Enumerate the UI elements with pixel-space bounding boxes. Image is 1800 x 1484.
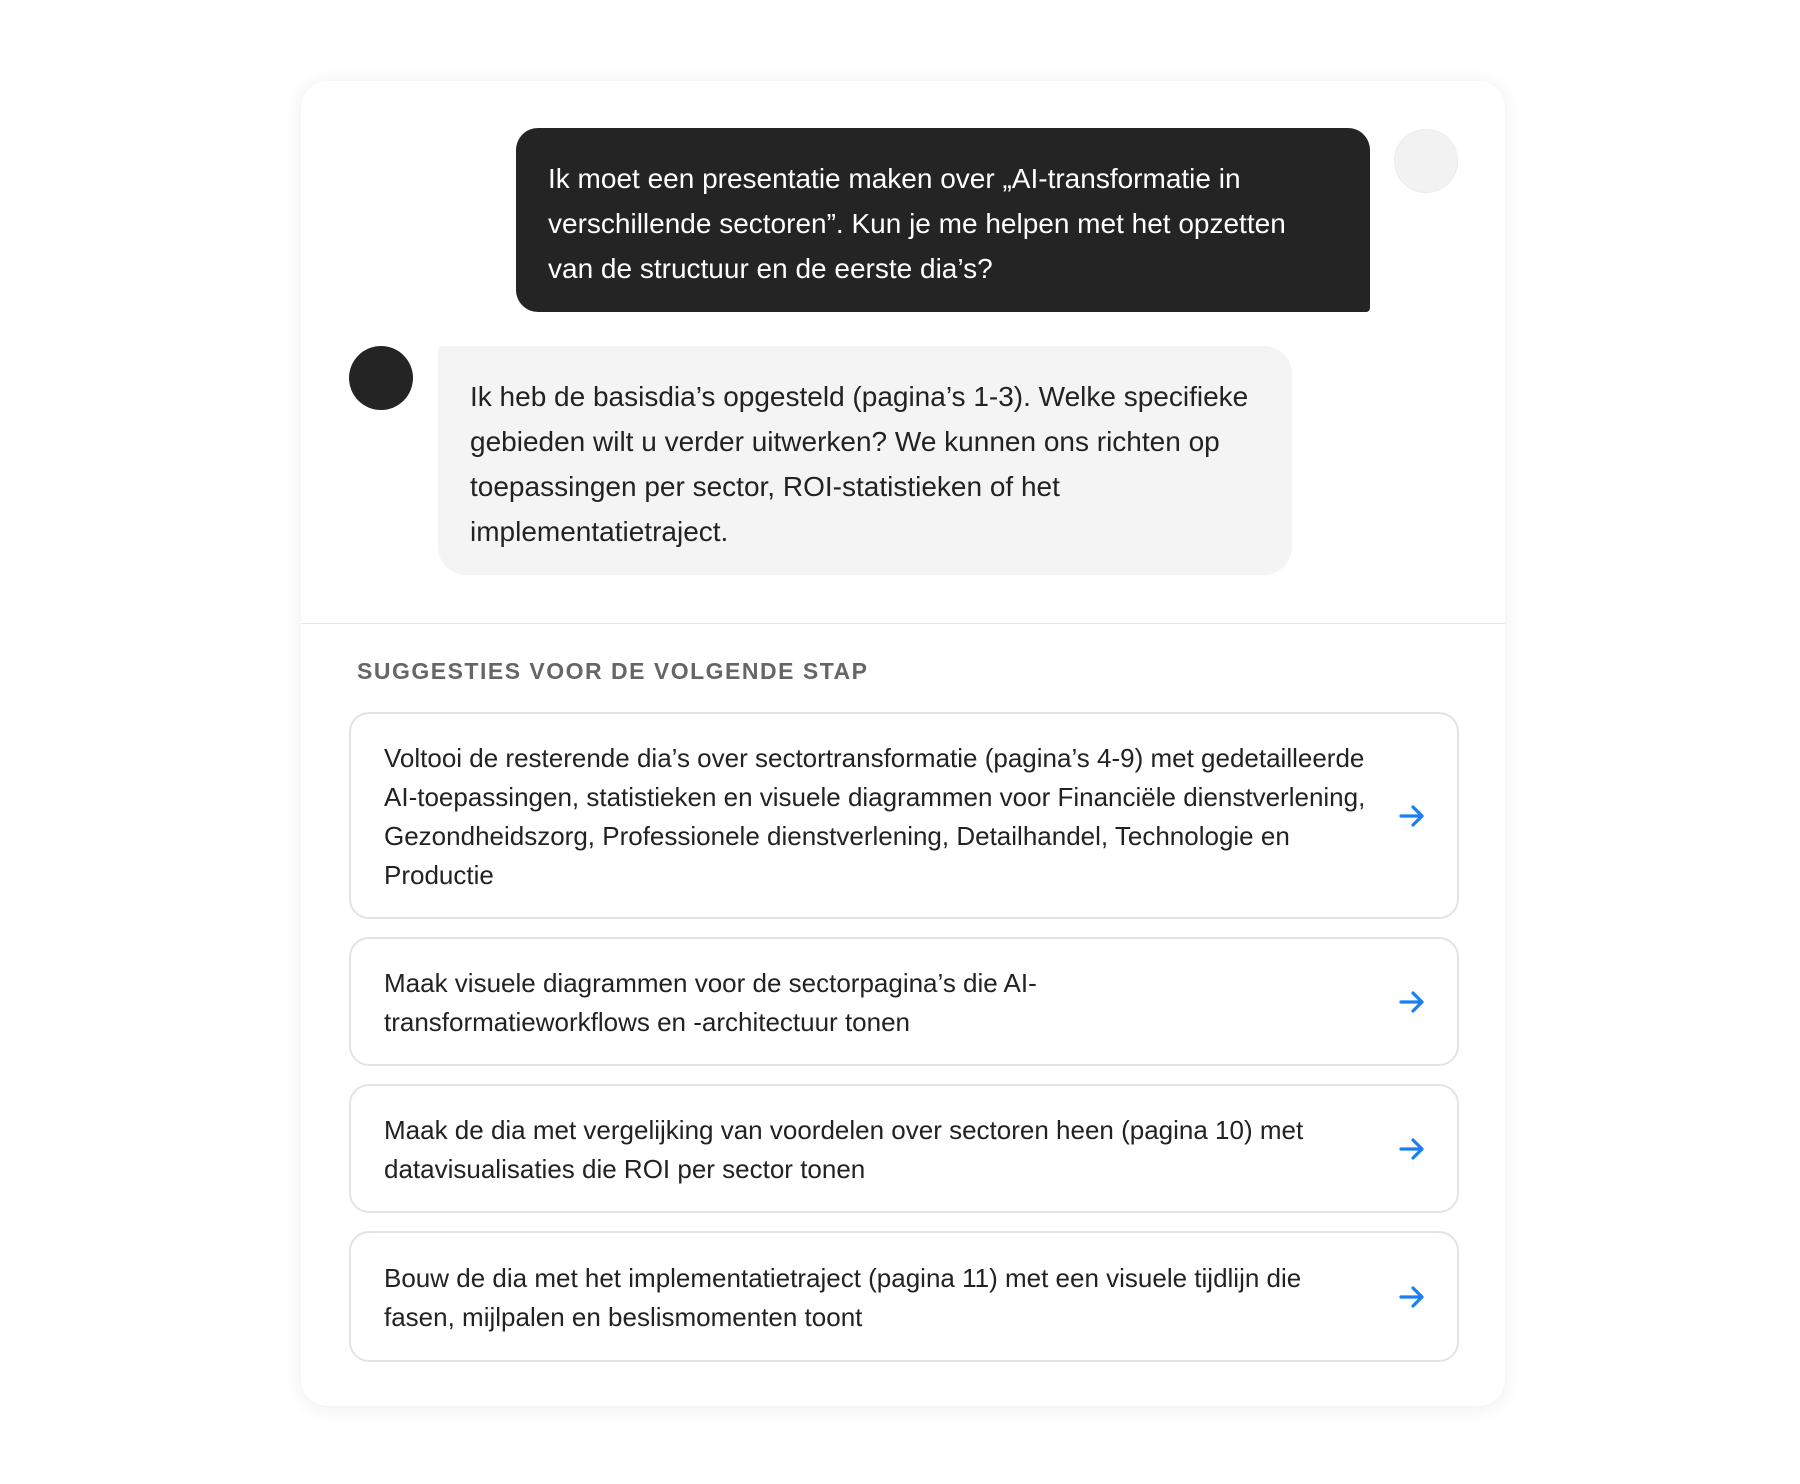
- suggestion-card[interactable]: [349, 1084, 1459, 1213]
- assistant-message-bubble: [438, 346, 1292, 575]
- user-avatar: [1394, 129, 1458, 193]
- suggestion-card[interactable]: [349, 937, 1459, 1066]
- section-divider: [301, 623, 1505, 624]
- arrow-right-icon: [1397, 987, 1427, 1017]
- arrow-right-icon: [1397, 801, 1427, 831]
- suggestion-label: Maak visuele diagrammen voor de sectorpagina’s die AI-transformatieworkflows en -architectuur tonen: [384, 968, 1037, 1037]
- user-message-bubble: [516, 128, 1370, 312]
- suggestion-label: Maak de dia met vergelijking van voordelen over sectoren heen (pagina 10) met datavisualisaties die ROI per sector tonen: [384, 1115, 1304, 1184]
- suggestion-card[interactable]: [349, 1231, 1459, 1362]
- suggestion-label: Voltooi de resterende dia’s over sectortransformatie (pagina’s 4-9) met gedetailleerde AI-toepassingen, statistieken en visuele diagrammen voor Financiële dienstverlening, Gezondheidszorg, Professionele dienstverlening, Detailhandel, Technologie en Productie: [384, 743, 1366, 890]
- arrow-right-icon: [1397, 1134, 1427, 1164]
- suggestion-card[interactable]: [349, 712, 1459, 919]
- assistant-avatar: [349, 346, 413, 410]
- assistant-message-text: Ik heb de basisdia’s opgesteld (pagina’s 1-3). Welke specifieke gebieden wilt u verder uitwerken? We kunnen ons richten op toepassingen per sector, ROI-statistieken of het implementatietraject.: [470, 381, 1249, 547]
- user-message-text: Ik moet een presentatie maken over „AI-transformatie in verschillende sectoren”. Kun je me helpen met het opzetten van de structuur en de eerste dia’s?: [548, 163, 1286, 284]
- suggestion-label: Bouw de dia met het implementatietraject (pagina 11) met een visuele tijdlijn die fasen, mijlpalen en beslismomenten toont: [384, 1263, 1302, 1332]
- suggestions-heading: SUGGESTIES VOOR DE VOLGENDE STAP: [357, 658, 869, 684]
- arrow-right-icon: [1397, 1282, 1427, 1312]
- chat-card: [301, 81, 1505, 1406]
